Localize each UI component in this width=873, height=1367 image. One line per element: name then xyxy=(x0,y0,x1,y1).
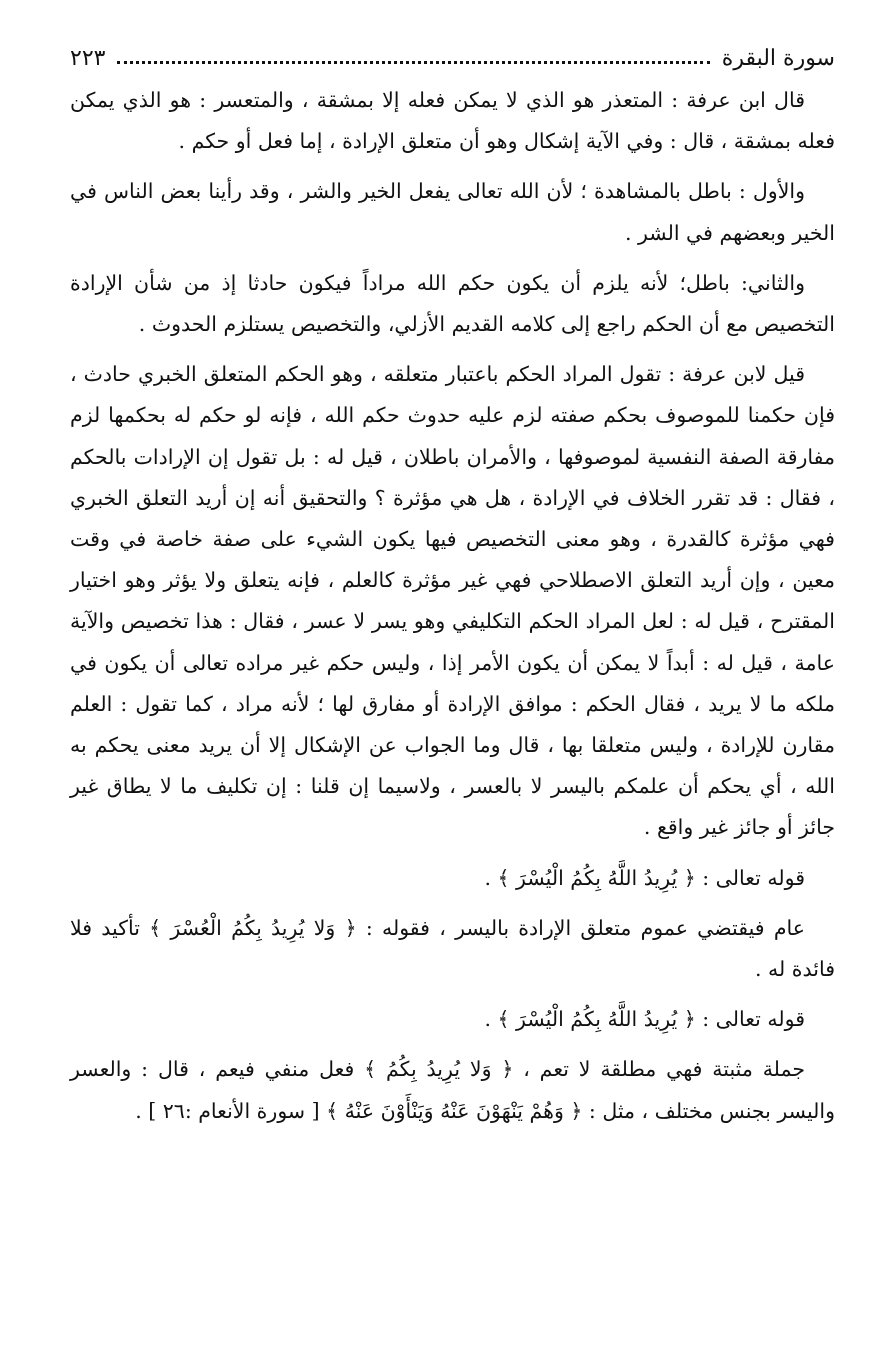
page-body xyxy=(70,80,835,1132)
paragraph-discussion: قيل لابن عرفة : تقول المراد الحكم باعتبار متعلقه ، وهو الحكم المتعلق الخبري حادث ، فإن حكمنا للموصوف بحكم صفته لزم عليه حدوث حكم الله ، فإنه لو حكم له بحكمها لزم مفارقة الصفة النفسية لموصوفها ، والأمران باطلان ، قيل له : بل تقول إن الإرادات بالحكم ، فقال : قد تقرر الخلاف في الإرادة ، هل هي مؤثرة ؟ والتحقيق أنه إن أريد التعلق الخبري فهي مؤثرة كالقدرة ، وهو معنى التخصيص فيها يكون الشيء على صفة خاصة في وقت معين ، وإن أريد التعلق الاصطلاحي فهي غير مؤثرة كالعلم ، فإنه يتعلق ولا يؤثر وهو اختيار المقترح ، قيل له : لعل المراد الحكم التكليفي وهو يسر لا عسر ، فقال : هذا تخصيص والآية عامة ، قيل له : أبداً لا يمكن أن يكون الأمر إذا ، وليس حكم غير مراده تعالى أن يكون في ملكه ما لا يريد ، فقال الحكم : موافق الإرادة أو مفارق لها ؛ لأنه مراد ، كما تقول : العلم مقارن للإرادة ، وليس متعلقا بها ، قال وما الجواب عن الإشكال إلا أن يريد معنى يحكم به الله ، أي يحكم أن علمكم باليسر لا بالعسر ، ولاسيما إن قلنا : إن تكليف ما لا يطاق غير جائز أو جائز غير واقع . xyxy=(70,362,835,840)
paragraph-affirmative: جملة مثبتة فهي مطلقة لا تعم ، ﴿ وَلا يُرِيدُ بِكُمُ ﴾ فعل منفي فيعم ، قال : والعسر واليسر بجنس مختلف ، مثل : ﴿ وَهُمْ يَنْهَوْنَ عَنْهُ وَيَنْأَوْنَ عَنْهُ ﴾ [ سورة الأنعام :٢٦ ] . xyxy=(70,1057,835,1123)
page-header xyxy=(70,44,835,74)
surah-title: سورة البقرة xyxy=(721,46,835,71)
book-page xyxy=(70,44,835,1347)
paragraph-second: والثاني: باطل؛ لأنه يلزم أن يكون حكم الله مراداً فيكون حادثا إذ من شأن الإرادة التخصيص مع أن الحكم راجع إلى كلامه القديم الأزلي، والتخصيص يستلزم الحدوث . xyxy=(70,270,835,337)
dotted-leader xyxy=(117,61,709,64)
paragraph-ibn-arafa: قال ابن عرفة : المتعذر هو الذي لا يمكن فعله إلا بمشقة ، والمتعسر : هو الذي يمكن فعله بمشقة ، قال : وفي الآية إشكال وهو أن متعلق الإرادة ، إما فعل أو حكم . xyxy=(70,88,835,154)
page-number: ٢٢٣ xyxy=(70,46,106,71)
verse-quote-2: قوله تعالى : ﴿ يُرِيدُ اللَّهُ بِكُمُ الْيُسْرَ ﴾ . xyxy=(484,1007,805,1032)
paragraph-first: والأول : باطل بالمشاهدة ؛ لأن الله تعالى يفعل الخير والشر ، وقد رأينا بعض الناس في الخير وبعضهم في الشر . xyxy=(70,179,835,245)
verse-quote-1: قوله تعالى : ﴿ يُرِيدُ اللَّهُ بِكُمُ الْيُسْرَ ﴾ . xyxy=(484,865,805,890)
paragraph-general: عام فيقتضي عموم متعلق الإرادة باليسر ، فقوله : ﴿ وَلا يُرِيدُ بِكُمُ الْعُسْرَ ﴾ تأكيد فلا فائدة له . xyxy=(70,915,835,982)
